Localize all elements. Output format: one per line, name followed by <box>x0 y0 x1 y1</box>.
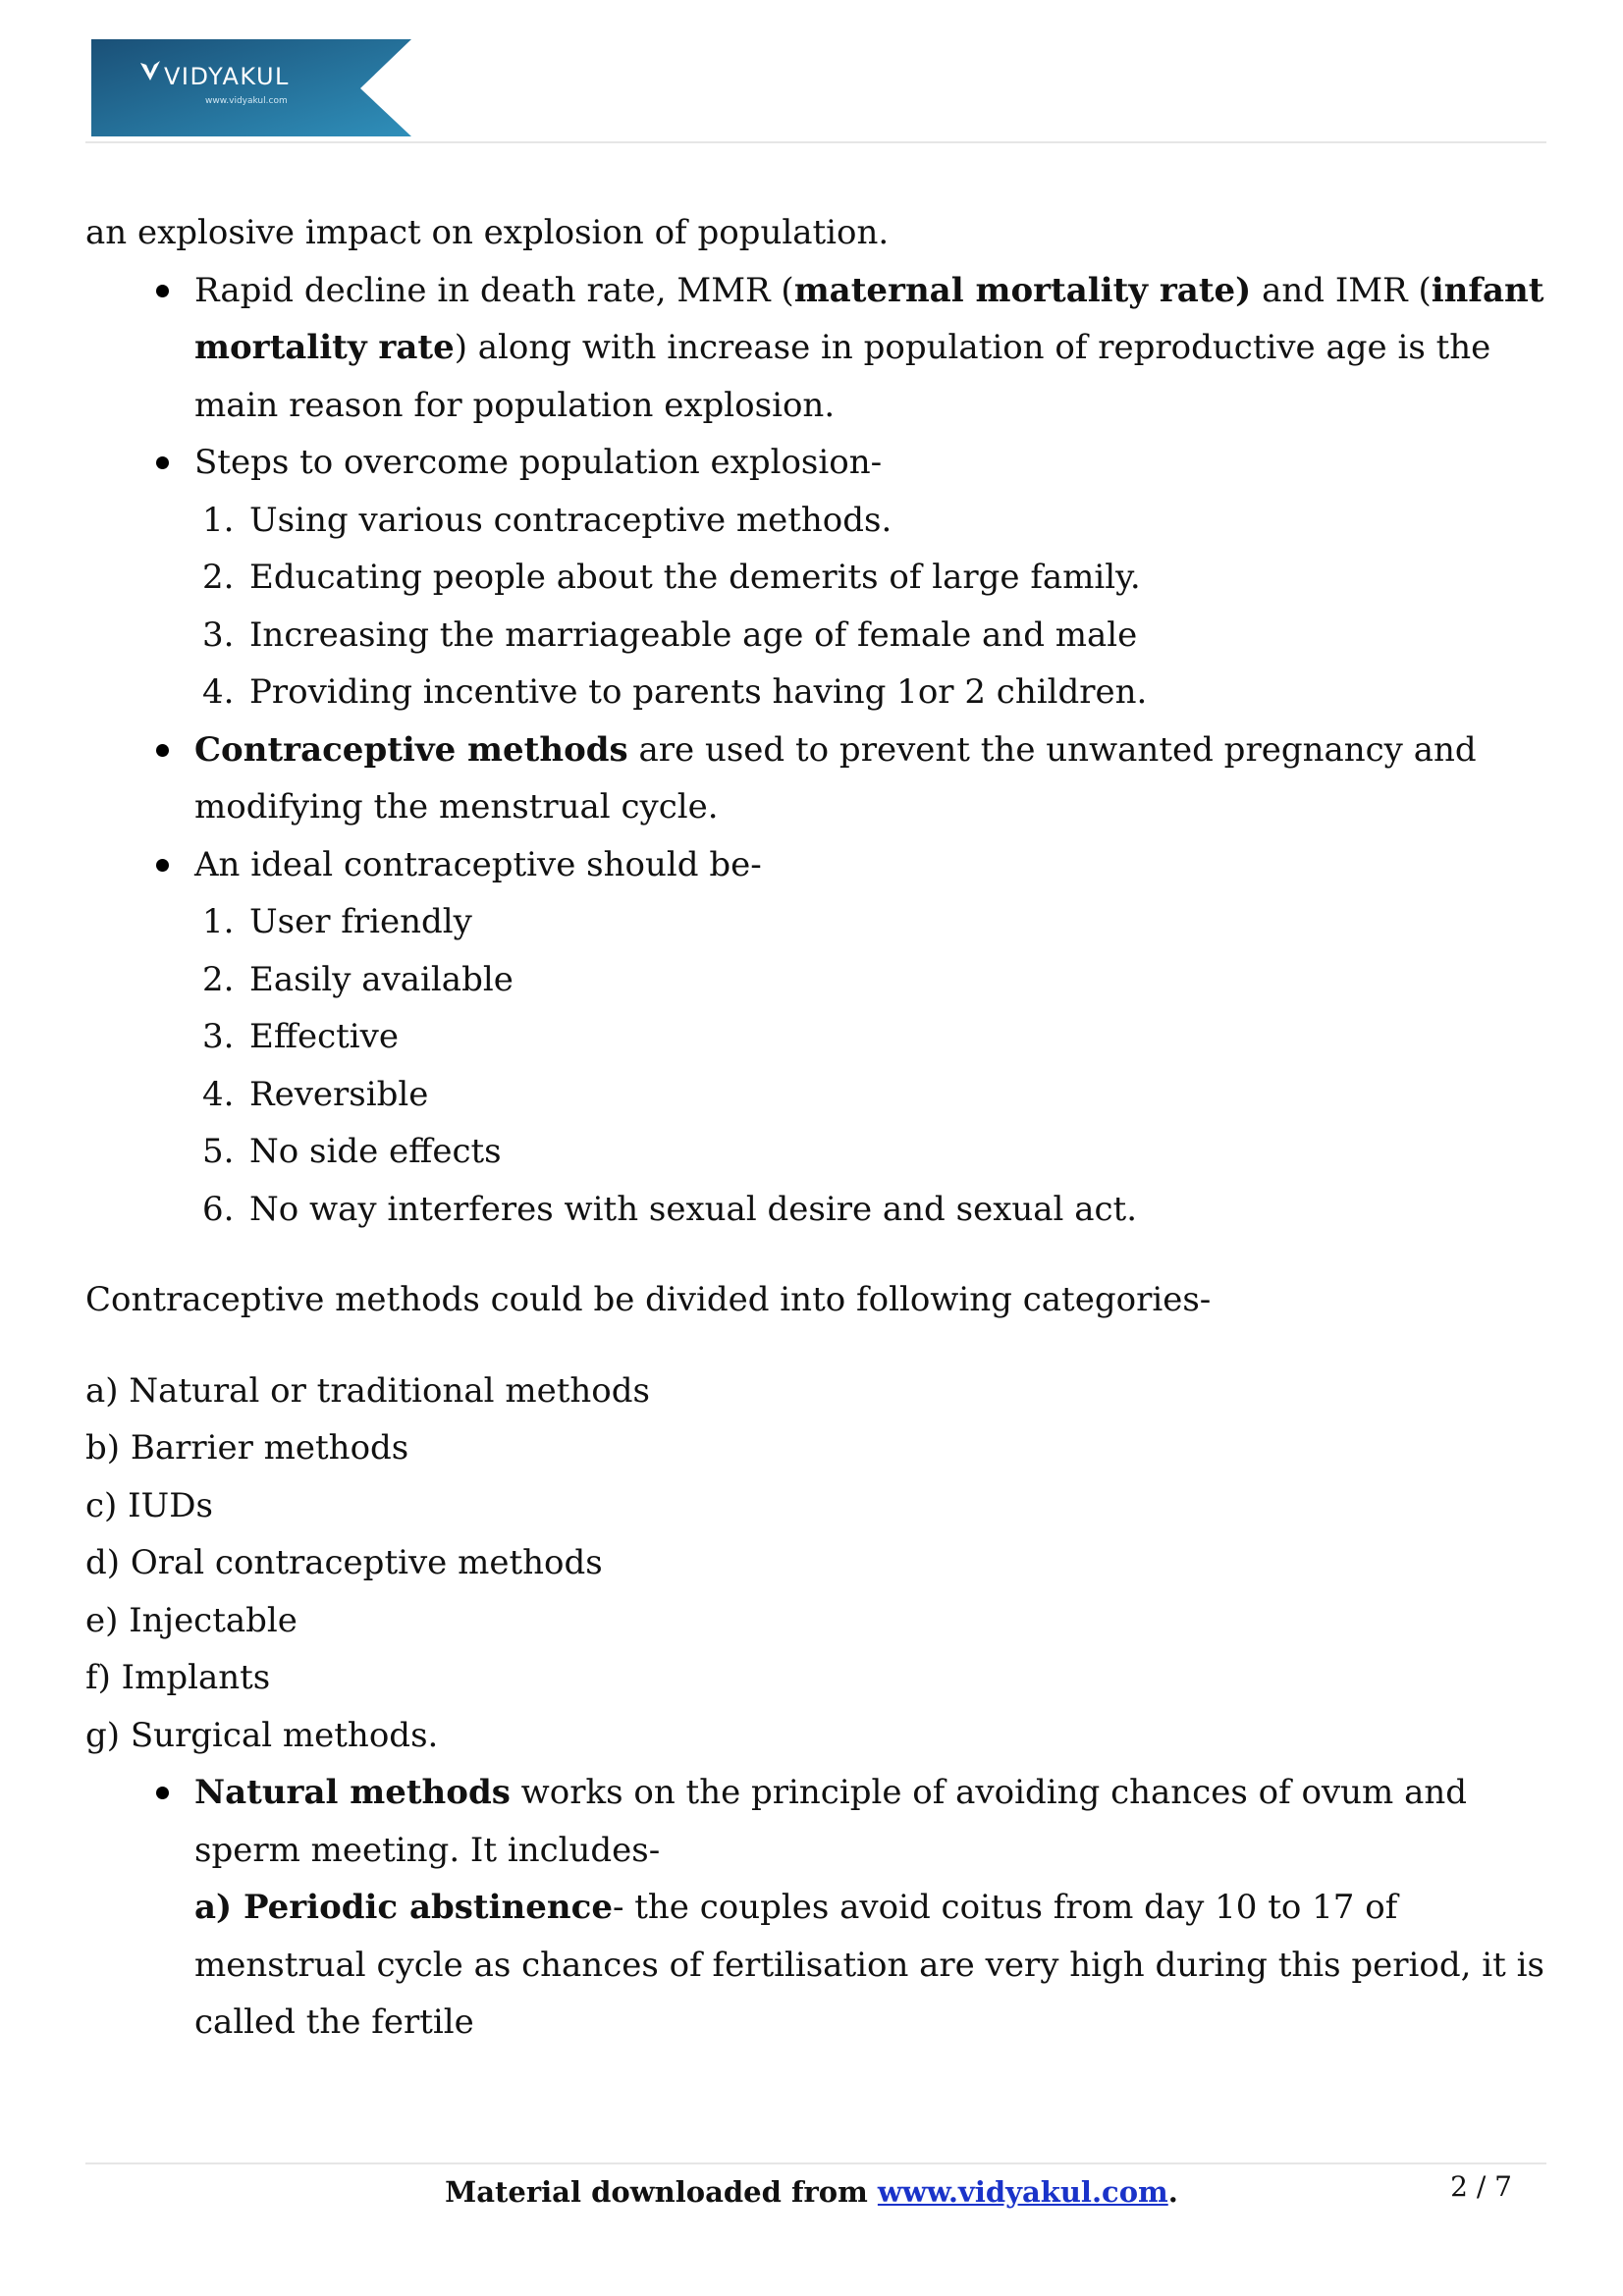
page-content <box>85 204 1558 2052</box>
category-item: e) Injectable <box>85 1600 298 1640</box>
logo-text: VIDYAKUL <box>164 63 290 90</box>
bullet-list-3 <box>85 1764 1558 2052</box>
bullet-death-rate: Rapid decline in death rate, MMR (maternal mortality rate) and IMR (infant mortality rate) along with increase in population of reproductive age is the main reason for population explosion. <box>194 262 1558 435</box>
list-item: 4. Providing incentive to parents having 1or 2 children. <box>202 672 1148 712</box>
list-item: 5. No side effects <box>202 1132 502 1171</box>
list-item: 2. Educating people about the demerits of large family. <box>202 558 1141 597</box>
bullet-contraceptive: Contraceptive methods are used to prevent the unwanted pregnancy and modifying the menstrual cycle. <box>194 721 1558 836</box>
category-item: d) Oral contraceptive methods <box>85 1543 603 1582</box>
header-divider <box>85 141 1546 143</box>
list-item: 1. User friendly <box>202 902 472 941</box>
list-item: 1. Using various contraceptive methods. <box>202 500 893 540</box>
footer: Material downloaded from www.vidyakul.com. <box>445 2175 1178 2209</box>
list-item: 3. Effective <box>202 1017 400 1056</box>
list-item: 3. Increasing the marriageable age of female and male <box>202 614 1138 655</box>
category-item: b) Barrier methods <box>85 1428 409 1468</box>
bullet-steps: Steps to overcome population explosion- 1. Using various contraceptive methods. 2. Educating people about the demerits of large family. 3. Increasing the marriageable age of female and male 4. Providing incentive to parents having 1or 2 children. <box>194 434 1558 721</box>
vidyakul-logo[interactable] <box>91 39 411 136</box>
intro-paragraph: an explosive impact on explosion of population. <box>85 213 890 252</box>
bullet-ideal: An ideal contraceptive should be- 1. User friendly 2. Easily available 3. Effective 4. Reversible 5. No side effects 6. No way interferes with sexual desire and sexual act. <box>194 836 1558 1239</box>
list-item: 6. No way interferes with sexual desire and sexual act. <box>202 1189 1138 1229</box>
list-item: 2. Easily available <box>202 959 514 999</box>
page-number: 2 / 7 <box>1450 2170 1512 2203</box>
footer-link[interactable]: www.vidyakul.com <box>877 2175 1168 2209</box>
category-item: f) Implants <box>85 1658 271 1697</box>
bullet-list-2 <box>85 721 1558 1239</box>
category-item: g) Surgical methods. <box>85 1715 439 1755</box>
category-item: c) IUDs <box>85 1485 213 1525</box>
logo-url: www.vidyakul.com <box>205 96 288 106</box>
ideal-list <box>194 893 1558 1238</box>
list-item: 4. Reversible <box>202 1074 429 1114</box>
bullet-list-1 <box>85 262 1558 721</box>
categories-intro: Contraceptive methods could be divided into following categories- <box>85 1280 1212 1319</box>
categories-list <box>85 1362 1558 1765</box>
bullet-natural-methods: Natural methods works on the principle of avoiding chances of ovum and sperm meeting. It includes- a) Periodic abstinence- the couples avoid coitus from day 10 to 17 of menstrual cycle as chances of fertilisation are very high during this period, it is called the fertile <box>194 1764 1558 2052</box>
steps-list <box>194 492 1558 721</box>
category-item: a) Natural or traditional methods <box>85 1370 650 1411</box>
